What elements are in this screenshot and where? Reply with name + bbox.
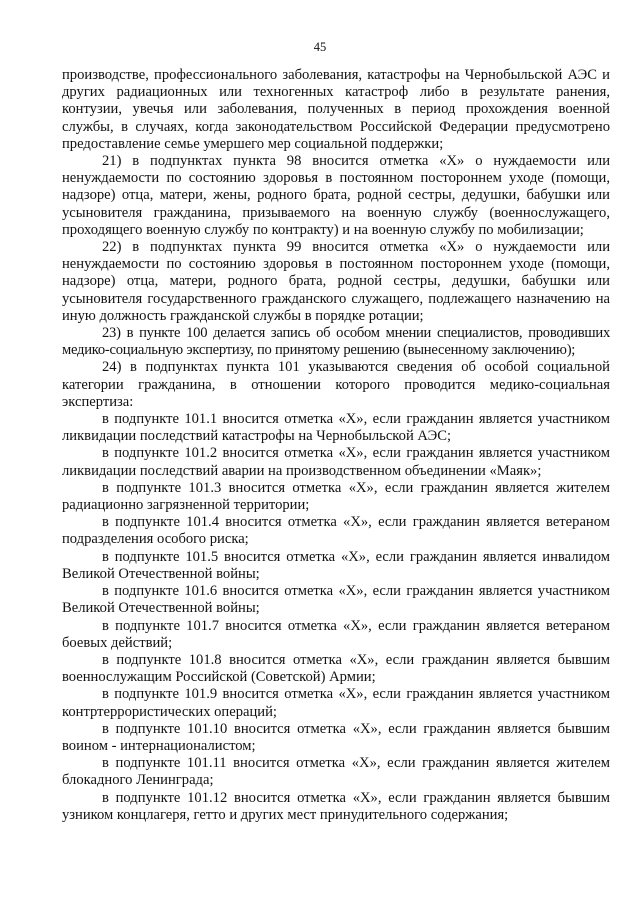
paragraph-item-23: 23) в пункте 100 делается запись об особом мнении специалистов, проводивших медико-социальную экспертизу, по принятому решению (вынесенному заключению); xyxy=(62,325,610,359)
paragraph-subitem-101-9: в подпункте 101.9 вносится отметка «Х», если гражданин является участником контртеррористических операций; xyxy=(62,686,610,720)
paragraph-subitem-101-1: в подпункте 101.1 вносится отметка «Х», если гражданин является участником ликвидации последствий катастрофы на Чернобыльской АЭС; xyxy=(62,411,610,445)
document-body xyxy=(62,67,610,824)
paragraph-item-22: 22) в подпунктах пункта 99 вносится отметка «Х» о нуждаемости или ненуждаемости по состоянию здоровья в постоянном постороннем уходе (помощи, надзоре) отца, матери, родного брата, родной сестры, дедушки, бабушки или усыновителя государственного гражданского служащего, подлежащего назначению на иную должность гражданской службы в порядке ротации; xyxy=(62,239,610,324)
page-number: 45 xyxy=(313,40,327,54)
paragraph-subitem-101-8: в подпункте 101.8 вносится отметка «Х», если гражданин является бывшим военнослужащим Российской (Советской) Армии; xyxy=(62,651,610,686)
paragraph-subitem-101-3: в подпункте 101.3 вносится отметка «Х», если гражданин является жителем радиационно загрязненной территории; xyxy=(62,479,610,514)
paragraph-subitem-101-2: в подпункте 101.2 вносится отметка «Х», если гражданин является участником ликвидации последствий аварии на производственном объединении «Маяк»; xyxy=(62,445,610,479)
paragraph-subitem-101-12: в подпункте 101.12 вносится отметка «Х», если гражданин является бывшим узником концлагеря, гетто и других мест принудительного содержания; xyxy=(62,789,610,823)
paragraph-subitem-101-4: в подпункте 101.4 вносится отметка «Х», если гражданин является ветераном подразделения особого риска; xyxy=(62,514,610,548)
paragraph-subitem-101-10: в подпункте 101.10 вносится отметка «Х», если гражданин является бывшим воином - интернационалистом; xyxy=(62,720,610,754)
paragraph-subitem-101-11: в подпункте 101.11 вносится отметка «Х», если гражданин является жителем блокадного Ленинграда; xyxy=(62,755,610,789)
paragraph-continuation: производстве, профессионального заболевания, катастрофы на Чернобыльской АЭС и других радиационных или техногенных катастроф либо в результате ранения, контузии, увечья или заболевания, полученных в период прохождения военной службы, в случаях, когда законодательством Российской Федерации предусмотрено предоставление семье умершего мер социальной поддержки; xyxy=(62,67,610,152)
paragraph-subitem-101-5: в подпункте 101.5 вносится отметка «Х», если гражданин является инвалидом Великой Отечественной войны; xyxy=(62,548,610,582)
paragraph-subitem-101-7: в подпункте 101.7 вносится отметка «Х», если гражданин является ветераном боевых действий; xyxy=(62,617,610,651)
paragraph-subitem-101-6: в подпункте 101.6 вносится отметка «Х», если гражданин является участником Великой Отечественной войны; xyxy=(62,583,610,617)
paragraph-item-24: 24) в подпунктах пункта 101 указываются сведения об особой социальной категории гражданина, в отношении которого проводится медико-социальная экспертиза: xyxy=(62,359,610,410)
paragraph-item-21: 21) в подпунктах пункта 98 вносится отметка «Х» о нуждаемости или ненуждаемости по состоянию здоровья в постоянном постороннем уходе (помощи, надзоре) отца, матери, жены, родного брата, родной сестры, дедушки, бабушки или усыновителя гражданина, призываемого на военную службу (военнослужащего, проходящего военную службу по контракту) и на военную службу по мобилизации; xyxy=(62,153,610,238)
